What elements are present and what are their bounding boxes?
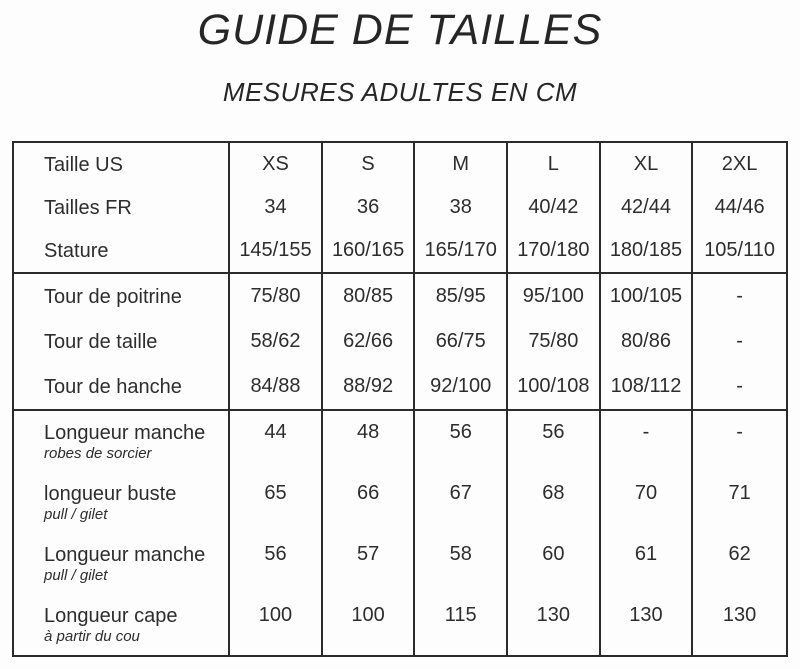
cell-value: 40/42: [528, 196, 579, 218]
row-sublabel: pull / gilet: [44, 566, 108, 584]
value-cell: [601, 364, 694, 409]
row-label-cell: [14, 533, 230, 594]
cell-value: XL: [633, 153, 659, 175]
value-cell: [508, 594, 601, 655]
value-cell: [508, 229, 601, 272]
value-cell: [323, 143, 416, 186]
value-cell: [323, 319, 416, 364]
value-cell: [601, 411, 694, 472]
row-sublabel: robes de sorcier: [44, 444, 152, 462]
table-section-2: [14, 272, 786, 409]
value-cell: [415, 274, 508, 319]
table-section-3: [14, 409, 786, 655]
cell-value: 130: [629, 604, 663, 626]
value-cell: [508, 274, 601, 319]
cell-value: 42/44: [620, 196, 671, 218]
cell-value: 70: [634, 482, 658, 504]
value-cell: [415, 594, 508, 655]
cell-value: 71: [728, 482, 751, 504]
row-label: Tailles FR: [44, 196, 132, 219]
value-cell: [415, 533, 508, 594]
value-cell: [693, 229, 786, 272]
cell-value: 92/100: [430, 375, 492, 397]
value-cell: [693, 186, 786, 229]
value-cell: [230, 411, 323, 472]
row-label-cell: [14, 472, 230, 533]
table-row: [14, 274, 786, 319]
value-cell: [601, 533, 694, 594]
cell-value: 56: [542, 421, 565, 443]
cell-value: XS: [262, 153, 289, 175]
value-cell: [693, 411, 786, 472]
cell-value: 66/75: [435, 330, 486, 352]
row-label: Longueur cape: [44, 604, 178, 627]
row-label-cell: [14, 594, 230, 655]
value-cell: [508, 319, 601, 364]
cell-value: 180/185: [609, 239, 683, 261]
row-label: Tour de hanche: [44, 375, 182, 398]
value-cell: [508, 533, 601, 594]
cell-value: M: [452, 153, 470, 175]
cell-value: 36: [356, 196, 380, 218]
page-subtitle: MESURES ADULTES EN CM: [222, 77, 578, 107]
value-cell: [693, 274, 786, 319]
cell-value: 100: [258, 604, 293, 626]
row-label: Tour de taille: [44, 330, 158, 353]
table-row: [14, 229, 786, 272]
row-label-cell: [14, 143, 230, 186]
cell-value: 145/155: [239, 239, 312, 261]
value-cell: [323, 594, 416, 655]
table-row: [14, 364, 786, 409]
row-label-cell: [14, 229, 230, 272]
value-cell: [230, 594, 323, 655]
value-cell: [323, 229, 416, 272]
row-label-cell: [14, 319, 230, 364]
cell-value: 75/80: [250, 285, 301, 307]
row-sublabel: pull / gilet: [44, 505, 108, 523]
row-label: Taille US: [44, 153, 123, 176]
cell-value: 100/108: [517, 375, 590, 397]
value-cell: [601, 319, 694, 364]
value-cell: [230, 364, 323, 409]
cell-value: 130: [722, 604, 757, 626]
cell-value: 88/92: [343, 375, 394, 397]
value-cell: [415, 186, 508, 229]
value-cell: [230, 229, 323, 272]
value-cell: [415, 364, 508, 409]
value-cell: [601, 472, 694, 533]
cell-value: 68: [542, 482, 565, 504]
cell-value: -: [736, 285, 743, 307]
value-cell: [693, 364, 786, 409]
value-cell: [323, 364, 416, 409]
cell-value: 95/100: [522, 285, 584, 307]
row-label: Tour de poitrine: [44, 285, 182, 308]
value-cell: [323, 411, 416, 472]
value-cell: [508, 364, 601, 409]
value-cell: [323, 472, 416, 533]
cell-value: 48: [356, 421, 380, 443]
value-cell: [230, 143, 323, 186]
cell-value: 58/62: [250, 330, 301, 352]
cell-value: 34: [264, 196, 287, 218]
value-cell: [693, 594, 786, 655]
cell-value: 44/46: [714, 196, 765, 218]
row-label: Longueur manche: [44, 421, 206, 444]
cell-value: 38: [449, 196, 472, 218]
value-cell: [601, 186, 694, 229]
cell-value: 2XL: [721, 153, 758, 175]
value-cell: [508, 411, 601, 472]
row-label-cell: [14, 186, 230, 229]
row-label: longueur buste: [44, 482, 177, 505]
cell-value: 56: [264, 543, 287, 565]
cell-value: 62: [728, 543, 751, 565]
value-cell: [415, 319, 508, 364]
cell-value: 80/86: [620, 330, 671, 352]
cell-value: 67: [449, 482, 472, 504]
value-cell: [508, 143, 601, 186]
value-cell: [415, 143, 508, 186]
value-cell: [415, 411, 508, 472]
table-row: [14, 319, 786, 364]
table-row: [14, 594, 786, 655]
cell-value: 130: [536, 604, 571, 626]
cell-value: 170/180: [517, 239, 590, 261]
size-table: [12, 141, 788, 657]
value-cell: [230, 319, 323, 364]
table-row: [14, 143, 786, 186]
cell-value: 108/112: [610, 375, 682, 397]
table-row: [14, 533, 786, 594]
row-label-cell: [14, 274, 230, 319]
value-cell: [693, 319, 786, 364]
value-cell: [415, 229, 508, 272]
value-cell: [601, 143, 694, 186]
page-title: GUIDE DE TAILLES: [197, 6, 603, 54]
cell-value: -: [642, 421, 650, 443]
cell-value: 62/66: [343, 330, 394, 352]
row-label-cell: [14, 411, 230, 472]
cell-value: S: [361, 153, 375, 175]
value-cell: [601, 274, 694, 319]
cell-value: 57: [356, 543, 380, 565]
cell-value: 75/80: [528, 330, 579, 352]
cell-value: 66: [356, 482, 380, 504]
cell-value: 61: [634, 543, 658, 565]
table-row: [14, 411, 786, 472]
cell-value: -: [736, 330, 743, 352]
table-row: [14, 472, 786, 533]
value-cell: [230, 186, 323, 229]
value-cell: [508, 186, 601, 229]
value-cell: [323, 274, 416, 319]
cell-value: -: [736, 375, 743, 397]
row-label: Stature: [44, 239, 109, 262]
table-row: [14, 186, 786, 229]
cell-value: 84/88: [250, 375, 301, 397]
cell-value: 165/170: [424, 239, 497, 261]
value-cell: [601, 594, 694, 655]
cell-value: 115: [444, 604, 477, 626]
cell-value: 105/110: [704, 239, 775, 261]
value-cell: [693, 533, 786, 594]
value-cell: [415, 472, 508, 533]
value-cell: [693, 143, 786, 186]
table-section-1: [14, 143, 786, 272]
value-cell: [230, 472, 323, 533]
cell-value: 160/165: [331, 239, 405, 261]
cell-value: 85/95: [435, 285, 486, 307]
cell-value: 100: [351, 604, 385, 626]
row-label: Longueur manche: [44, 543, 206, 566]
value-cell: [601, 229, 694, 272]
cell-value: 44: [264, 421, 287, 443]
value-cell: [508, 472, 601, 533]
cell-value: L: [547, 153, 559, 175]
row-label-cell: [14, 364, 230, 409]
cell-value: 58: [449, 543, 472, 565]
row-sublabel: à partir du cou: [44, 627, 140, 645]
value-cell: [323, 533, 416, 594]
value-cell: [230, 274, 323, 319]
value-cell: [230, 533, 323, 594]
cell-value: 60: [542, 543, 565, 565]
value-cell: [323, 186, 416, 229]
cell-value: 80/85: [343, 285, 394, 307]
cell-value: -: [736, 421, 743, 443]
size-guide-page: [0, 6, 800, 669]
cell-value: 65: [264, 482, 287, 504]
cell-value: 100/105: [609, 285, 683, 307]
cell-value: 56: [449, 421, 472, 443]
value-cell: [693, 472, 786, 533]
